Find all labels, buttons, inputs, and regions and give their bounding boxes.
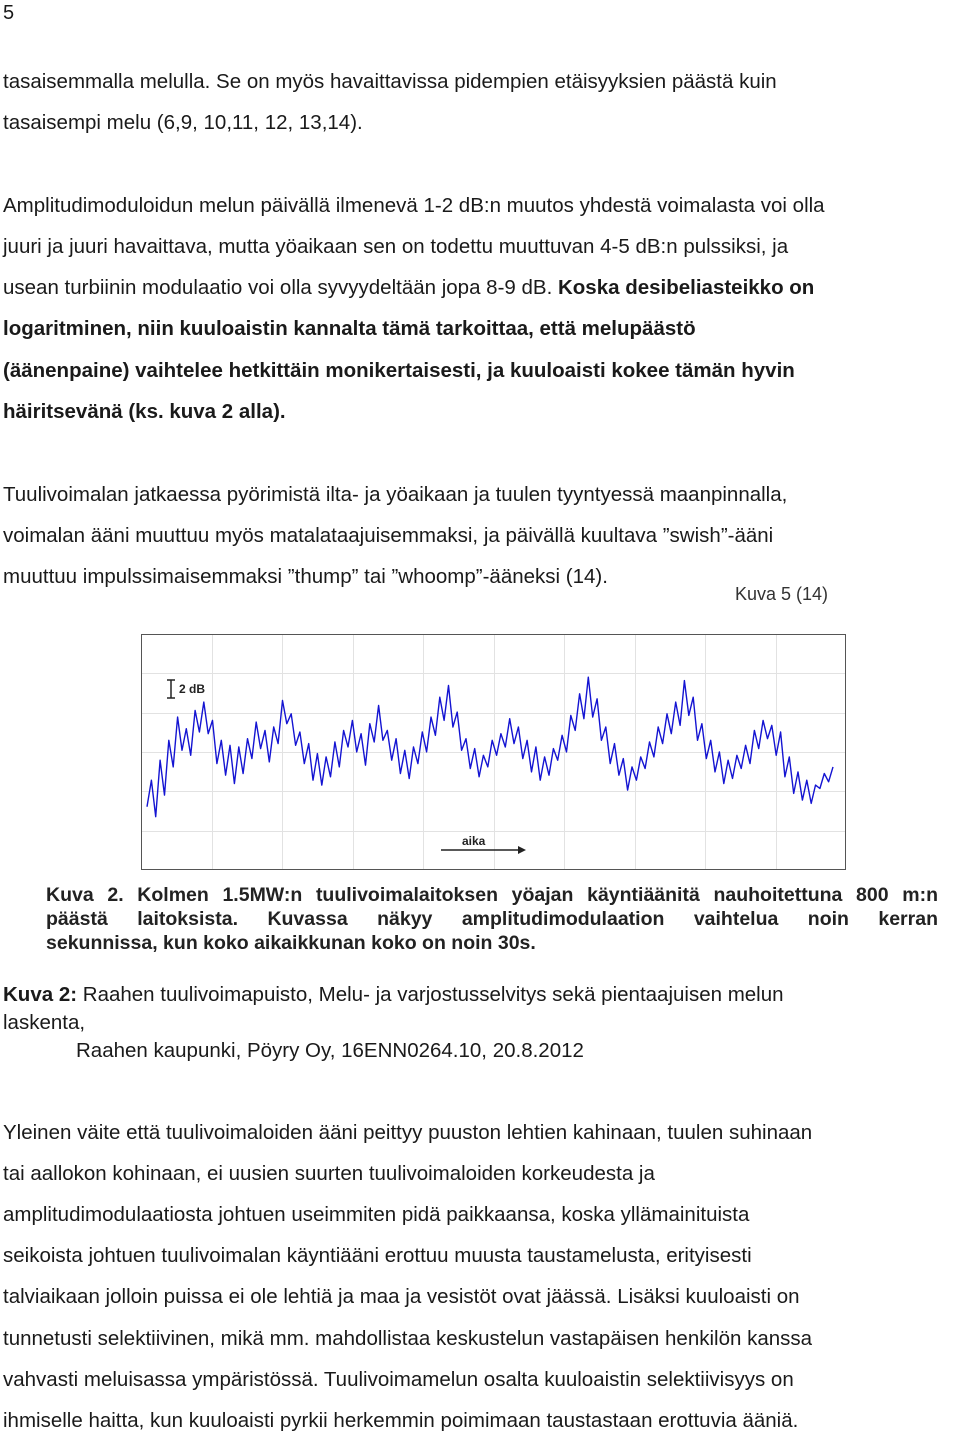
text-line-bold: logaritminen, niin kuuloaistin kannalta tämä tarkoittaa, että melupäästö	[3, 317, 696, 340]
text-line: Amplitudimoduloidun melun päivällä ilmenevä 1-2 dB:n muutos yhdestä voimalasta voi olla	[3, 194, 825, 217]
text-line-bold: häiritsevänä (ks. kuva 2 alla).	[3, 400, 286, 423]
text-line: Tuulivoimalan jatkaessa pyörimistä ilta- ja yöaikaan ja tuulen tyyntyessä maanpinnalla,	[3, 483, 788, 506]
text-line: tasaisempi melu (6,9, 10,11, 12, 13,14).	[3, 111, 363, 134]
text-line: juuri ja juuri havaittava, mutta yöaikaan sen on todettu muuttuvan 4-5 dB:n pulssiksi, ja	[3, 235, 789, 258]
kuva-caption-line: laskenta,	[3, 1011, 86, 1034]
text-line: voimalan ääni muuttuu myös matalataajuisemmaksi, ja päivällä kuultava ”swish”-ääni	[3, 524, 774, 547]
xlabel-text: aika	[462, 834, 486, 848]
amplitude-chart	[141, 634, 846, 870]
text-line: vahvasti meluisassa ympäristössä. Tuulivoimamelun osalta kuuloaistin selektiivisyys on	[3, 1368, 794, 1391]
text-bold: Koska desibeliasteikko on	[557, 276, 815, 299]
cutoff-text: Kuva 5 (14)	[735, 584, 829, 604]
figure-caption-line: päästä laitoksista. Kuvassa näkyy amplitudimodulaation vaihtelua noin kerran	[46, 908, 938, 930]
figure-caption-line: sekunnissa, kun koko aikaikkunan koko on noin 30s.	[46, 932, 536, 954]
amplitude-figure	[141, 634, 846, 870]
text-line: tunnetusti selektiivinen, mikä mm. mahdollistaa keskustelun vastapäisen henkilön kanssa	[3, 1327, 813, 1350]
kuva-text: Raahen tuulivoimapuisto, Melu- ja varjostusselvitys sekä pientaajuisen melun	[77, 983, 784, 1006]
text-line: ihmiselle haitta, kun kuuloaisti pyrkii herkemmin poimimaan taustastaan erottuvia ääniä.	[3, 1409, 799, 1432]
text-line: muuttuu impulssimaisemmaksi ”thump” tai ”whoomp”-ääneksi (14).	[3, 565, 608, 588]
text-line: seikoista johtuen tuulivoimalan käyntiääni erottuu muusta taustamelusta, erityisesti	[3, 1244, 752, 1267]
kuva-label: Kuva 2:	[3, 983, 78, 1006]
text-line: tasaisemmalla melulla. Se on myös havaittavissa pidempien etäisyyksien päästä kuin	[3, 70, 777, 93]
kuva-caption-line	[3, 983, 784, 1007]
text-line-bold: (äänenpaine) vaihtelee hetkittäin monikertaisesti, ja kuuloaisti kokee tämän hyvin	[3, 359, 795, 382]
text-line: tai aallokon kohinaan, ei uusien suurten tuulivoimaloiden korkeudesta ja	[3, 1162, 655, 1185]
cutoff-heading	[735, 584, 835, 608]
scale-label: 2 dB	[179, 682, 206, 696]
figure-caption-line: Kuva 2. Kolmen 1.5MW:n tuulivoimalaitoksen yöajan käyntiäänitä nauhoitettuna 800 m:n	[46, 884, 938, 906]
text-line: talviaikaan jolloin puissa ei ole lehtiä ja maa ja vesistöt ovat jäässä. Lisäksi kuuloaisti on	[3, 1285, 800, 1308]
text-line: amplitudimodulaatiosta johtuen useimmiten pidä paikkaansa, koska yllämainituista	[3, 1203, 750, 1226]
text-normal: usean turbiinin modulaatio voi olla syvyydeltään jopa 8-9 dB.	[3, 276, 558, 299]
page-number: 5	[3, 2, 15, 24]
text-line: Yleinen väite että tuulivoimaloiden ääni peittyy puuston lehtien kahinaan, tuulen suhinaan	[3, 1121, 813, 1144]
text-line-mixed	[3, 276, 814, 300]
kuva-caption-source: Raahen kaupunki, Pöyry Oy, 16ENN0264.10, 20.8.2012	[76, 1039, 584, 1062]
